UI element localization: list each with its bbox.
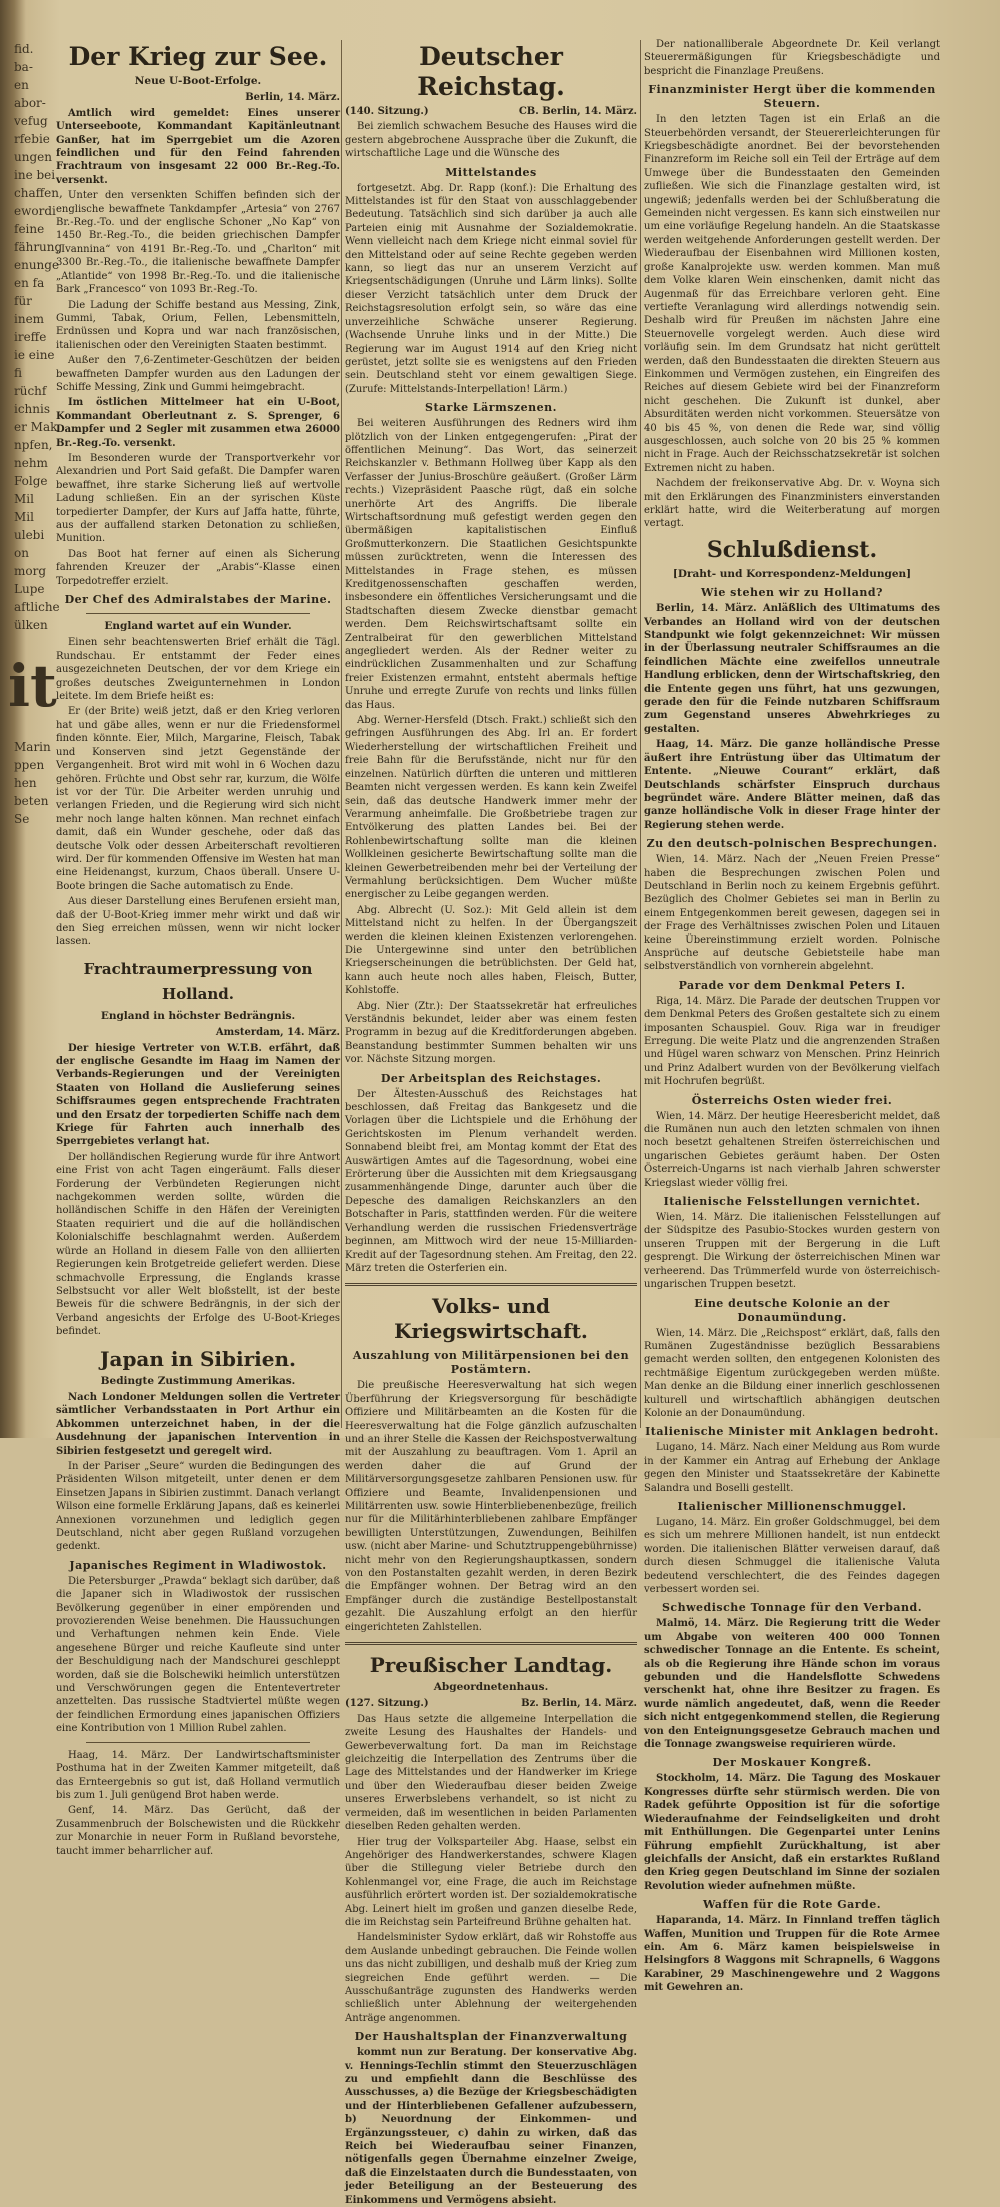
- section-heading: Wie stehen wir zu Holland?: [701, 586, 883, 600]
- section-heading: Österreichs Osten wieder frei.: [691, 1093, 893, 1107]
- section-heading: Der Moskauer Kongreß.: [712, 1756, 872, 1770]
- paragraph: Die Petersburger „Prawda“ beklagt sich darüber, daß die Japaner sich in Wladiwostok der russischen Bevölkerung gegenüber in einer empörenden und provozierenden Weise benehmen. Die Haussuchungen und Verhaftungen nehmen kein Ende. Viele angesehene Bürger und reiche Kaufleute sind unter der Beschuldigung nach der Mandschurei geschleppt worden, daß sie die Bolschewiki heimlich unterstützen und Verschwörungen gegen die Ententevertreter anzettelten. Das russische Stadtviertel müßte wegen der feindlichen Ermordung eines japanischen Offiziers eine Kontribution von 1 Million Rubel zahlen.: [56, 1575, 340, 1735]
- column-2: [345, 38, 637, 2206]
- section-heading: Parade vor dem Denkmal Peters I.: [678, 978, 906, 992]
- paragraph: Abg. Werner-Hersfeld (Dtsch. Frakt.) schließt sich den gefringen Ausführungen des Abg. Irl an. Er fordert Wiederherstellung der wirtschaftlichen Freiheit und freie Bahn für die Berufsstände, nicht nur für den einzelnen. Natürlich dürften die unteren und mittleren Beamten nicht vergessen werden. Es kann kein Zweifel sein, daß das deutsche Handwerk immer mehr der Verarmung anheimfalle. Die Großbetriebe tragen zur Entvölkerung des platten Landes bei. Bei der Rohlenbewirtschaftung sollte man die kleinen Wollkleinen gesicherte Bewirtschaftung sollte man die kleinen Gewerbetreibenden mehr bei der Verteilung der Vermahlung berücksichtigen. Dem Wucher müßte energischer zu Leibe gegangen werden.: [345, 715, 637, 901]
- gutter-line: ewordi: [14, 204, 56, 218]
- gutter-line: rüchf: [14, 384, 47, 398]
- paragraph: Stockholm, 14. März. Die Tagung des Moskauer Kongresses dürfte sehr stürmisch werden. Die von Radek geführte Opposition ist für die sofortige Wiederaufnahme der Feindseligkeiten und droht mit Enthüllungen. Die Gegenpartei unter Lenins Führung empfiehlt Zurückhaltung, ist aber gleichfalls der Ansicht, daß ein erstarktes Rußland den Krieg gegen Deutschland im Sinne der sozialen Revolution wieder aufnehmen müßte.: [644, 1773, 940, 1892]
- separator: [345, 1283, 637, 1286]
- gutter-line: morg: [14, 564, 47, 578]
- paragraph: Wien, 14. März. Die italienischen Felsstellungen auf der Südspitze des Pasubio-Stockes wurden gestern von unseren Truppen mit der Bergerung in die Luft gesprengt. Die Wirkung der österreichischen Minen war verheerend. Das Trümmerfeld wurde von österreichisch-ungarischen Truppen besetzt.: [644, 1212, 940, 1291]
- gutter-line: fi: [14, 366, 23, 380]
- paragraph: Im Besonderen wurde der Transportverkehr vor Alexandrien und Port Said gefaßt. Die Dampfer waren bewaffnet, ihre starke Sicherung ließ auf wertvolle Ladung schließen. Ein an der syrischen Küste torpedierter Dampfer, der Kurs auf Jaffa hatte, führte, aus der auffallend starken Detonation zu schließen, Munition.: [56, 452, 340, 545]
- section-heading: Schwedische Tonnage für den Verband.: [661, 1601, 923, 1615]
- article-title-frachtraum: Frachtraumerpressung von Holland.: [83, 959, 313, 1003]
- paragraph: Malmö, 14. März. Die Regierung tritt die Weder um Abgabe von weiteren 400 000 Tonnen schwedischer Tonnage an die Entente. Es scheint, als ob die Regierung ihre Hände schon im voraus gebunden und die Handelsflotte Schwedens verschenkt hat, ohne ihre Besitzer zu fragen. Es wurde nämlich angedeutet, daß, wenn die Reeder sich nicht entgegenkommend stellen, die Regierung von den Enteignungsgesetze Gebrauch machen und die Tonnage zwangsweise requirieren würde.: [644, 1618, 940, 1751]
- paragraph: kommt nun zur Beratung. Der konservative Abg. v. Hennings-Techlin stimmt den Steuerzuschlägen zu und empfiehlt dann die Beschlüsse des Ausschusses, a) die Bezüge der Kriegsbeschädigten und der Hinterbliebenen Gefallener aufzubessern, b) Neuordnung der Einkommen- und Ergänzungssteuer, c) dahin zu wirken, daß das Reich bei Wiederaufbau seiner Finanzen, nötigenfalls gegen Übernahme einzelner Zweige, daß die Einzelstaaten durch die Bundesstaaten, von jeder Beteiligung an der Besteuerung des Einkommens und Vermögens absieht.: [345, 2047, 637, 2206]
- gutter-line: chaffen,: [14, 186, 63, 200]
- gutter-line: feine: [14, 222, 45, 236]
- paragraph: Er (der Brite) weiß jetzt, daß er den Krieg verloren hat und gäbe alles, wenn er nur die Friedensformel finden könnte. Eier, Milch, Margarine, Fleisch, Tabak und Konserven sind jetzt Gegenstände der Vergangenheit. Brot wird mit wohl in 6 Wochen dazu gehören. Früchte und Obst sehr rar, kurzum, die Wölfe ist vor der Tür. Die Arbeiter werden unruhig und verlangen Frieden, und die Regierung wird sich nicht mehr noch lange halten können. Man rechnet einfach damit, daß ein Wunder geschehe, oder daß das deutsche Volk oder dessen Arbeiterschaft revoltieren wird. Der für kommenden Offensive im Westen hat man eine Heidenangst, kurzum, Chaos überall. Unsere U-Boote bringen die Sache automatisch zu Ende.: [56, 706, 340, 892]
- gutter-line: fid.: [14, 42, 34, 56]
- session-number: (140. Sitzung.): [345, 106, 429, 117]
- paragraph: Amtlich wird gemeldet: Eines unserer Unterseeboote, Kommandant Kapitänleutnant Ganßer, hat im Sperrgebiet um die Azoren feindlichen und für den Feind fahrenden Frachtraum von insgesamt 22 000 Br.-Reg.-To. versenkt.: [56, 107, 340, 186]
- article-subtitle: Abgeordnetenhaus.: [433, 1681, 549, 1694]
- paragraph: Aus dieser Darstellung eines Berufenen ersieht man, daß der U-Boot-Krieg immer mehr wirkt und daß wir den Sieg erreichen müssen, wenn wir nicht locker lassen.: [56, 896, 340, 948]
- session-number: (127. Sitzung.): [345, 1698, 429, 1710]
- paragraph: Haparanda, 14. März. In Finnland treffen täglich Waffen, Munition und Truppen für die Rote Armee ein. Am 6. März kamen beispielsweise in Helsingfors 8 Waggons mit Schrapnells, 6 Waggons Karabiner, 29 Maschinengewehre und 2 Waggons mit Gewehren an.: [644, 1915, 940, 1994]
- paragraph: Abg. Albrecht (U. Soz.): Mit Geld allein ist dem Mittelstand nicht zu helfen. In der Übergangszeit werden die kleinen kleinen Existenzen verlorengehen. Die Untergewinne sind unter den betrüblichen Kriegserscheinungen die betrüblichsten. Der Geld hat, kann auch heute noch alles haben, Fleisch, Butter, Kohlstoffe.: [345, 904, 637, 997]
- section-heading: Zu den deutsch-polnischen Besprechungen.: [646, 837, 938, 851]
- gutter-line: Lupe: [14, 582, 45, 596]
- gutter-line: ba-: [14, 60, 33, 74]
- gutter-line: ulebi: [14, 528, 45, 542]
- paragraph: Einen sehr beachtenswerten Brief erhält die Tägl. Rundschau. Er entstammt der Feder eines ausgezeichneten Deutschen, der vor dem Kriege ein großes deutsches Zweigunternehmen in London leitete. Im dem Briefe heißt es:: [56, 637, 340, 703]
- gutter-line: Folge: [14, 474, 48, 488]
- gutter-line: Mil: [14, 492, 34, 506]
- gutter-line: ireffe: [14, 330, 47, 344]
- section-heading: Der Arbeitsplan des Reichstages.: [380, 1071, 602, 1085]
- paragraph: Unter den versenkten Schiffen befinden sich der englische bewaffnete Tankdampfer „Artesia“ von 2767 Br.-Reg.-To. und der englische Schoner „No Kap“ von 1450 Br.-Reg.-To., die beiden griechischen Dampfer „Ivannina“ von 4191 Br.-Reg.-To. und „Charlton“ mit 3300 Br.-Reg.-To., die italienische bewaffnete Dampfer „Atlantide“ von 1998 Br.-Reg.-To. und die italienische Bark „Francesco“ von 1093 Br.-Reg.-To.: [56, 190, 340, 296]
- paragraph: Abg. Nier (Ztr.): Der Staatssekretär hat erfreuliches Verständnis bekundet, leider aber was einem festen Programm in bezug auf die Kreditforderungen abgeben. Beanstandung bestimmter Summen behalten wir uns vor. Nächste Sitzung morgen.: [345, 1000, 637, 1066]
- paragraph: Bei weiteren Ausführungen des Redners wird ihm plötzlich von der Linken entgegengerufen: „Pirat der öffentlichen Meinung“. Das Wort, das seinerzeit Reichskanzler v. Bethmann Hollweg über Kapp als den Verfasser der Junius-Broschüre geäußert. (Großer Lärm rechts.) Vizepräsident Paasche rügt, daß ein solche unerhörte Art des Angriffs. Die liberale Wirtschaftsordnung muß gefestigt werden gegen den übermäßigen kapitalistischen Einfluß Großmutterkonzern. Die Staatlichen Gesichtspunkte müssen zurücktreten, wenn die Interessen des Mittelstandes in Frage stehen, es müssen Kreditgenossenschaften geschaffen werden, insbesondere ein öffentliches Versicherungsamt und die Stadtschaften diesem Zwecke dienstbar gemacht werden. Dem Reichswirtschaftsamt sollte ein Zentralbeirat für den gewerblichen Mittelstand angegliedert werden. Als der Redner weiter zu eindrücklichen Zusammenhalten und zur Schaffung freier Existenzen ermahnt, entsteht abermals heftige Unruhe und erregte Zurufe von rechts und links füllen das Haus.: [345, 418, 637, 711]
- gutter-line: Marin: [14, 740, 51, 754]
- separator: [345, 1642, 637, 1645]
- gutter-line: ine bei: [14, 168, 56, 182]
- gutter-line: ülken: [14, 618, 48, 632]
- section-heading: Waffen für die Rote Garde.: [702, 1898, 882, 1912]
- article-subtitle: [Draht- und Korrespondenz-Meldungen]: [672, 567, 912, 580]
- paragraph: Wien, 14. März. Die „Reichspost“ erklärt, daß, falls den Rumänen Zugeständnisse bezüglich Bessarabiens gemacht werden sollten, den entgegenen Kolonisten des rechtmäßige Eigentum zurückgegeben werden müßte. Man denke an die Bildung einer innerlich geschlossenen kulturell und wirtschaftlich abhängigen deutschen Kolonie an der Donaumündung.: [644, 1327, 940, 1419]
- paragraph: In der Pariser „Seure“ wurden die Bedingungen des Präsidenten Wilson mitgeteilt, unter denen er dem Einsetzen Japans in Sibirien zustimmt. Danach verlangt Wilson eine formelle Erklärung Japans, daß es keinerlei Annexionen vorzunehmen und lediglich gegen Deutschland, nicht aber gegen Rußland vorzugehen gedenkt.: [56, 1460, 340, 1553]
- dateline: Amsterdam, 14. März.: [215, 1027, 340, 1039]
- paragraph: Berlin, 14. März. Anläßlich des Ultimatums des Verbandes an Holland wird von der deutschen Standpunkt wie folgt gekennzeichnet: Wir müssen in der Überlassung neutraler Schiffsraumes an die feindlichen Mächte eine zweifellos unneutrale Handlung erblicken, denn der Wirtschaftskrieg, den die Entente gegen uns führt, hat uns gezwungen, gerade den für die Feinde nutzbaren Schiffsraum zum Gegenstand unseres Abwehrkrieges zu gestalten.: [644, 603, 940, 735]
- paragraph: Der Ältesten-Ausschuß des Reichstages hat beschlossen, daß Freitag das Bankgesetz und die Vorlagen über die Lichtspiele und die Erhöhung der Gerichtskosten im Plenum verhandelt werden. Sonnabend bleibt frei, am Montag kommt der Etat des Auswärtigen Amtes auf die Tagesordnung, wobei eine Erörterung über die Aussichten mit dem Kriegsausgang zusammenhängende Dinge, darunter auch über die Depesche des damaligen Reichskanzlers an den Botschafter in Paris, stattfinden werden. Für die weitere Verhandlung werden die russischen Friedensverträge beginnen, am Mittwoch wird der neue 15-Milliarden-Kredit auf der Tagesordnung stehen. Am Freitag, den 22. März treten die Osterferien ein.: [345, 1088, 637, 1274]
- gutter-line: hen: [14, 776, 37, 790]
- separator: [86, 1742, 310, 1743]
- section-heading: Der Chef des Admiralstabes der Marine.: [64, 593, 332, 607]
- section-heading: Italienischer Millionenschmuggel.: [677, 1499, 907, 1513]
- paragraph: Nachdem der freikonservative Abg. Dr. v. Woyna sich mit den Erklärungen des Finanzministers einverstanden erklärt hatte, wird die Weiterberatung auf morgen vertagt.: [644, 478, 940, 530]
- gutter-line: abor-: [14, 96, 46, 110]
- gutter-line: enunge: [14, 258, 60, 272]
- session-line: [345, 1697, 637, 1710]
- section-subheading: England wartet auf ein Wunder.: [104, 620, 292, 633]
- article-title-landtag: Preußischer Landtag.: [369, 1653, 613, 1678]
- paragraph: Haag, 14. März. Der Landwirtschaftsminister Posthuma hat in der Zweiten Kammer mitgeteilt, daß das Ernteergebnis so gut ist, daß Holland vermutlich bis zum 1. Juli genügend Brot haben werde.: [56, 1749, 340, 1801]
- paragraph: Das Boot hat ferner auf einen als Sicherung fahrenden Kreuzer der „Arabis“-Klasse einen Torpedotreffer erzielt.: [56, 548, 340, 587]
- gutter-line: en: [14, 78, 29, 92]
- paragraph: Im östlichen Mittelmeer hat ein U-Boot, Kommandant Oberleutnant z. S. Sprenger, 6 Dampfer und 2 Segler mit zusammen etwa 26000 Br.-Reg.-To. versenkt.: [56, 397, 340, 449]
- paragraph: Haag, 14. März. Die ganze holländische Presse äußert ihre Entrüstung über das Ultimatum der Entente. „Nieuwe Courant“ erklärt, daß Deutschlands schärfster Einspruch durchaus begründet wäre. Andere Blätter meinen, daß das ganze holländische Volk in dieser Frage hinter der Regierung stehen werde.: [644, 739, 940, 831]
- paragraph: Der nationalliberale Abgeordnete Dr. Keil verlangt Steuerermäßigungen für Kriegsbeschädigte und bespricht die Finanzlage Preußens.: [644, 39, 940, 77]
- gutter-line: für: [14, 294, 32, 308]
- gutter-big-letters: it: [8, 652, 57, 720]
- paragraph: Riga, 14. März. Die Parade der deutschen Truppen vor dem Denkmal Peters des Großen gestaltete sich zu einem imposanten Schauspiel. Gouv. Riga war in freudiger Erregung. Die weite Platz und die angrenzenden Straßen und Hügel waren schwarz von Menschen. Prinz Heinrich und Prinz Adalbert wurden von der Bevölkerung vielfach mit Hochrufen begrüßt.: [644, 995, 940, 1088]
- dateline: CB. Berlin, 14. März.: [518, 106, 637, 117]
- paragraph: Die preußische Heeresverwaltung hat sich wegen Überführung der Kriegsversorgung für beschädigte Offiziere und Militärbeamten an die Kosten für die Heeresverwaltung hat die Folge gänzlich aufzuschalten und an ihrer Stelle die Kassen der Reichspostverwaltung mit der Auszahlung zu beauftragen. Vom 1. April an werden daher die auf Grund der Militärversorgungsgesetze zahlbaren Pensionen usw. für Offiziere und Beamte, Invalidenpensionen und Militärrenten usw. sowie Hinterbliebenenbezüge, freilich nur für die Militärhinterbliebenen zahlbare Empfänger bewilligten Unterstützungen, Zuwendungen, Beihilfen usw. (nicht aber Marine- und Schutztruppengebührnisse) nicht mehr von den Regierungshauptkassen, sondern von den Postanstalten gezahlt werden, in deren Bezirk die Empfänger wohnen. Der Betrag wird an den Empfänger durch die zuständige Bestellpostanstalt gezahlt. Die Auszahlung erfolgt an den hierfür eingerichteten Zahlstellen.: [345, 1380, 637, 1633]
- article-title-volkswirtschaft: Volks- und Kriegswirtschaft.: [394, 1294, 588, 1344]
- gutter-line: vefug: [14, 114, 48, 128]
- gutter-line: rfebie: [14, 132, 50, 146]
- section-heading: Italienische Minister mit Anklagen bedroht.: [645, 1425, 939, 1439]
- gutter-line: Mil: [14, 510, 34, 524]
- article-subtitle: England in höchster Bedrängnis.: [100, 1009, 296, 1022]
- gutter-line: npfen,: [14, 438, 53, 452]
- section-heading: Der Haushaltsplan der Finanzverwaltung: [354, 2030, 628, 2044]
- dateline: Berlin, 14. März.: [245, 92, 340, 104]
- gutter-line: er Mak: [14, 420, 58, 434]
- article-title-schlussdienst: Schlußdienst.: [706, 536, 878, 563]
- paragraph: Wien, 14. März. Der heutige Heeresbericht meldet, daß die Rumänen nun auch den letzten schmalen von ihnen noch besetzt gehaltenen Streifen österreichischen und ungarischen Gebietes geräumt haben. Der Osten Österreich-Ungarns ist nach vierhalb Jahren schwerster Kriegslast wieder völlig frei.: [644, 1110, 940, 1189]
- paragraph: Wien, 14. März. Nach der „Neuen Freien Presse“ haben die Besprechungen zwischen Polen und Deutschland in Berlin noch zu keinem Ergebnis geführt. Bezüglich des Cholmer Gebietes sei man in Berlin zu einem Entgegenkommen bereit gewesen, dagegen sei in der Frage des Verhältnisses zwischen Polen und Litauen keine Übereinstimmung erzielt worden. Polnische Ansprüche auf deutsche Gebietsteile habe man selbstverständlich von vornherein abgelehnt.: [644, 854, 940, 973]
- gutter-line: inem: [14, 312, 45, 326]
- gutter-line: ichnis: [14, 402, 51, 416]
- paragraph: Nach Londoner Meldungen sollen die Vertreter sämtlicher Verbandsstaaten in Port Arthur ein Abkommen unterzeichnet haben, in der die Ausdehnung der japanischen Intervention in Sibirien festgesetzt und geregelt wird.: [56, 1391, 340, 1457]
- paragraph: Die Ladung der Schiffe bestand aus Messing, Zink, Gummi, Tabak, Orium, Fellen, Lebensmitteln, Erdnüssen und Kopra und war nach französischen, italienischen oder den Vereinigten Staaten bestimmt.: [56, 299, 340, 351]
- paragraph: In den letzten Tagen ist ein Erlaß an die Steuerbehörden versandt, der Steuererleichterungen für Kriegsbeschädigte anordnet. Bei der bevorstehenden Finanzreform im Reiche soll ein Teil der Erträge auf dem Umwege über die Bundesstaaten den Gemeinden zufließen. Wie sich die Finanzlage gestalten wird, ist ungewiß; jedenfalls werden bei der Schlußberatung die Gemeinden nicht vergessen. Es kann sich einstweilen nur um eine vorläufige Regelung handeln. An die Staatskasse werden weitgehende Anforderungen gestellt werden. Der Wiederaufbau der Eisenbahnen wird Millionen kosten, große Kanalprojekte usw. werden kommen. Man muß dem Volke klaren Wein einschenken, damit nicht das Augenmaß für das Erreichbare verloren geht. Eine vertiefte Veranlagung wird allerdings notwendig sein. Deshalb wird für Preußen im nächsten Jahre eine Steuernovelle vorgelegt werden. Auch diese wird vorläufig sein. Im dem Grundsatz hat nicht gerüttelt werden, daß den Bundesstaaten die direkten Steuern aus Einkommen und Vermögen zustehen, ein Eingreifen des Reiches auf diesem Gebiete wird bei der Finanzreform nicht geschehen. Die Zukunft ist dunkel, aber Absurditäten werden nicht vorkommen. Steuersätze von 40 bis 45 %, von denen die Rede war, sind völlig ausgeschlossen, auch solche von 20 bis 25 % kommen nicht in Frage. Auch der Reichsschatzsekretär ist solchen Extremen nicht zu haben.: [644, 114, 940, 474]
- separator: [86, 613, 310, 614]
- gutter-line: ppen: [14, 758, 45, 772]
- dateline: Bz. Berlin, 14. März.: [521, 1698, 637, 1710]
- gutter-line: beten: [14, 794, 49, 808]
- paragraph: Das Haus setzte die allgemeine Interpellation die zweite Lesung des Haushaltes der Handels- und Gewerbeverwaltung fort. Da man im Reichstage gleichzeitig die Interpellation des Zentrums über die Lage des Mittelstandes und der Handwerker im Kriege und über den Wiederaufbau dieser beiden Zweige unseres Erwerbslebens verhandelt, so ist nicht zu vermeiden, daß im wesentlichen in beiden Parlamenten dieselben Reden gehalten werden.: [345, 1713, 637, 1833]
- paragraph: Lugano, 14. März. Ein großer Goldschmuggel, bei dem es sich um mehrere Millionen handelt, ist nun entdeckt worden. Die italienischen Blätter verweisen darauf, daß durch diesen Schmuggel die italienische Valuta bedeutend verschlechtert, die des Feindes dagegen verbessert worden sei.: [644, 1516, 940, 1595]
- paragraph: Handelsminister Sydow erklärt, daß wir Rohstoffe aus dem Auslande unbedingt gebrauchen. Die Feinde wollen uns das nicht zubilligen, und deshalb muß der Krieg zum siegreichen Ende geführt werden. — Die Ausschußanträge zugunsten des Handwerks werden schließlich unter Ablehnung der weitergehenden Anträge angenommen.: [345, 1932, 637, 2024]
- gutter-line: aftliche: [14, 600, 60, 614]
- paragraph: Bei ziemlich schwachem Besuche des Hauses wird die gestern abgebrochene Aussprache über die Zukunft, die wirtschaftliche Lage und die Wünsche des: [345, 121, 637, 160]
- column-3: [644, 38, 940, 1994]
- section-heading: Finanzminister Hergt über die kommenden Steuern.: [648, 83, 936, 111]
- paragraph: Der holländischen Regierung wurde für ihre Antwort eine Frist von acht Tagen eingeräumt. Falls dieser Forderung der Verbündeten Regierungen nicht nachgekommen werden sollte, würden die holländischen Schiffe in den Häfen der Vereinigten Staaten requiriert und die auf die holländischen Kolonialschiffe beschlagnahmt werden. Außerdem würde an Holland in diesem Falle von den alliierten Regierungen kein Brotgetreide geliefert werden. Diese schmachvolle Erpressung, die Englands krasse Selbstsucht vor aller Welt bloßstellt, ist der beste Beweis für die schwere Bedrängnis, in der sich der Verband angesichts der Erfolge des U-Boot-Krieges befindet.: [56, 1151, 340, 1338]
- gutter-line: ie eine: [14, 348, 55, 362]
- column-rule: [341, 40, 342, 1428]
- gutter-line: fährung: [14, 240, 63, 254]
- article-subtitle: Neue U-Boot-Erfolge.: [134, 75, 262, 87]
- gutter-line: ungen: [14, 150, 52, 164]
- article-subtitle: Bedingte Zustimmung Amerikas.: [100, 1374, 296, 1387]
- section-heading: Japanisches Regiment in Wladiwostok.: [69, 1558, 327, 1572]
- section-heading: Mittelstandes: [445, 165, 537, 179]
- session-line: [345, 105, 637, 118]
- gutter-line: on: [14, 546, 29, 560]
- gutter-line: en fa: [14, 276, 45, 290]
- section-heading: Eine deutsche Kolonie an der Donaumündung.: [694, 1296, 890, 1324]
- paragraph: Genf, 14. März. Das Gerücht, daß der Zusammenbruch der Bolschewisten und die Rückkehr zur Monarchie in neuer Form in Rußland bevorstehe, taucht immer beharrlicher auf.: [56, 1805, 340, 1857]
- article-title-japan: Japan in Sibirien.: [100, 1346, 296, 1371]
- paragraph: Außer den 7,6-Zentimeter-Geschützen der beiden bewaffneten Dampfer wurden aus den Ladungen der Schiffe Messing, Zink und Gummi heimgebracht.: [56, 355, 340, 393]
- paragraph: Lugano, 14. März. Nach einer Meldung aus Rom wurde in der Kammer ein Antrag auf Erhebung der Anklage gegen den Minister und Staatssekretäre der Kabinette Salandra und Boselli gestellt.: [644, 1442, 940, 1494]
- gutter-line: nehm: [14, 456, 48, 470]
- section-heading: Italienische Felsstellungen vernichtet.: [663, 1195, 921, 1209]
- left-gutter-fragments: [0, 0, 63, 1478]
- gutter-line: Se: [14, 812, 30, 826]
- column-1: [56, 38, 340, 1857]
- paragraph: fortgesetzt. Abg. Dr. Rapp (konf.): Die Erhaltung des Mittelstandes ist für den Staat von ausschlaggebender Bedeutung. Tatsächlich sind sich darüber ja auch alle Parteien einig mit Ausnahme der Sozialdemokratie. Wenn vielleicht nach dem Kriege nicht einmal soviel für den Mittelstand oder auf seine Rechte gegeben werden kann, so liegt das nur an unserem Verzicht auf Kriegsentschädigungen (Unruhe und Lärm links). Sollte dieser Verzicht tatsächlich unter dem Druck der Reichstagsresolution erfolgt sein, so wäre das eine unverzeihliche Schwäche unserer Regierung. (Wachsende Unruhe links und in der Mitte.) Die Regierung war im August 1914 auf den Krieg nicht gerüstet, jetzt sollte sie es wenigstens auf den Frieden sein. Deutschland steht vor einem gewaltigen Siege. (Zurufe: Mittelstands-Interpellation! Lärm.): [345, 182, 637, 395]
- section-heading: Auszahlung von Militärpensionen bei den Postämtern.: [352, 1349, 630, 1377]
- section-heading: Starke Lärmszenen.: [425, 401, 557, 415]
- article-title-reichstag: Deutscher Reichstag.: [417, 42, 565, 101]
- paragraph: Hier trug der Volksparteiler Abg. Haase, selbst ein Angehöriger des Handwerkerstandes, schwere Klagen über die Stillegung vieler Betriebe durch den Kohlenmangel vor, eine Frage, die auch im Reichstage ausführlich erörtert worden ist. Der sozialdemokratische Abg. Leinert hielt im großen und ganzen dieselbe Rede, die im Reichstag sein Parteifreund Brühne gehalten hat.: [345, 1836, 637, 1928]
- paragraph: Der hiesige Vertreter von W.T.B. erfährt, daß der englische Gesandte im Haag im Namen der Verbands-Regierungen und der Vereinigten Staaten von Holland die Auslieferung seines Schiffsraumes gegen entsprechende Frachtraten und den Ersatz der torpedierten Schiffe nach dem Kriege für Fahrten auch innerhalb des Sperrgebietes verlangt hat.: [56, 1042, 340, 1148]
- column-rule: [640, 40, 641, 1428]
- article-title-krieg-zur-see: Der Krieg zur See.: [68, 42, 328, 71]
